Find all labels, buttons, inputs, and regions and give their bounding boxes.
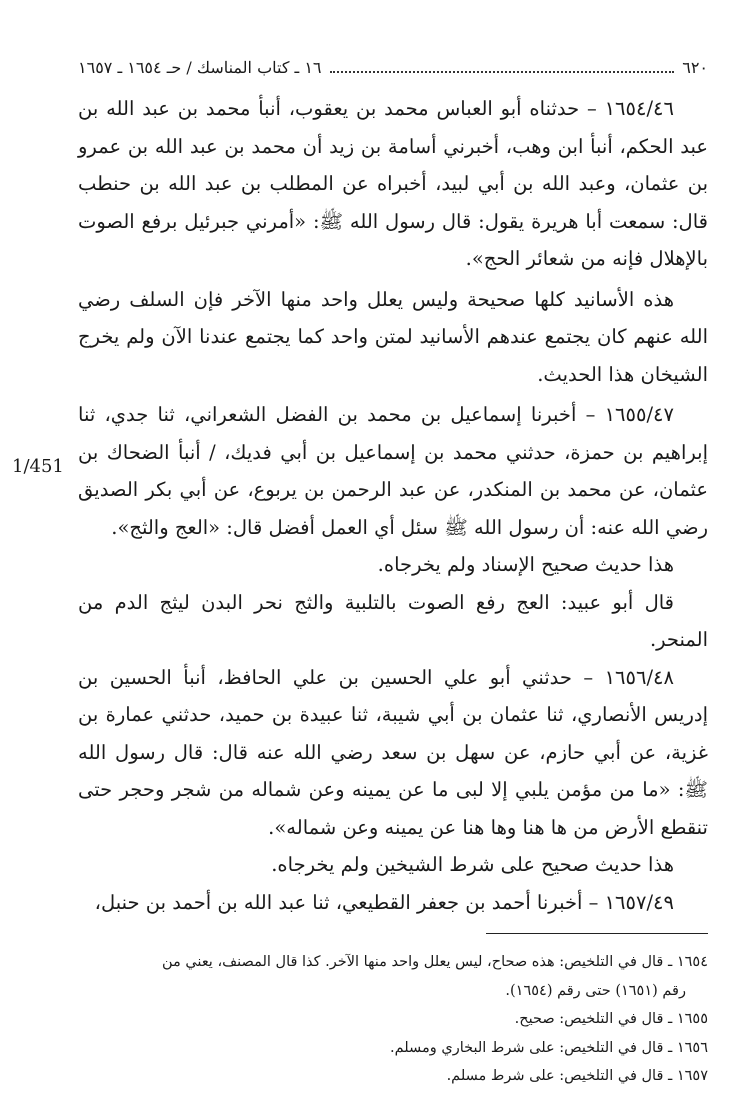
running-header [78,58,708,88]
footnote-1656: ١٦٥٦ ـ قال في التلخيص: على شرط البخاري ومسلم. [390,1039,708,1056]
footnote-1655: ١٦٥٥ ـ قال في التلخيص: صحيح. [514,1011,708,1027]
main-text [78,90,708,921]
hadith-1657: ١٦٥٧/٤٩ – أخبرنا أحمد بن جعفر القطيعي، ثنا عبد الله بن أحمد بن حنبل، [94,890,674,914]
running-title: ١٦ ـ كتاب المناسك / حـ ١٦٥٤ ـ ١٦٥٧ [78,58,322,77]
grading-1655: هذا حديث صحيح الإسناد ولم يخرجاه. [377,553,674,576]
footnote-1657: ١٦٥٧ ـ قال في التلخيص: على شرط مسلم. [446,1068,708,1084]
footnotes [78,948,708,1091]
footnote-1654-line2: رقم (١٦٥١) حتى رقم (١٦٥٤). [505,982,686,999]
header-dotted-leader [330,70,675,73]
author-comment-isnad: هذه الأسانيد كلها صحيحة وليس يعلل واحد منها الآخر فإن السلف رضي الله عنهم كان يجتمع عندهم الأسانيد لمتن واحد كما يجتمع عندنا الآن ولم يخرج الشيخان هذا الحديث. [78,287,708,386]
footnote-1654 [78,948,708,1005]
footnote-1654-line1: ١٦٥٤ ـ قال في التلخيص: هذه صحاح، ليس يعلل واحد منها الآخر. كذا قال المصنف، يعني من [161,954,708,970]
abu-ubaid-explanation: قال أبو عبيد: العج رفع الصوت بالتلبية والثج نحر البدن ليثج الدم من المنحر. [78,590,708,651]
margin-folio-note: 1/451 [12,456,64,477]
book-page [12,58,708,1084]
grading-1656: هذا حديث صحيح على شرط الشيخين ولم يخرجاه. [271,853,674,876]
hadith-1656: ١٦٥٦/٤٨ – حدثني أبو علي الحسين بن علي الحافظ، أنبأ الحسين بن إدريس الأنصاري، ثنا عثمان بن أبي شيبة، ثنا عبيدة بن حميد، حدثني عمارة بن غزية، عن أبي حازم، عن سهل بن سعد رضي الله عنه قال: قال رسول الله ﷺ: «ما من مؤمن يلبي إلا لبى ما عن يمينه وعن شماله من شجر وحجر حتى تنقطع الأرض من ها هنا وها هنا عن يمينه وعن شماله». [78,665,708,839]
page-number: ٦٢٠ [682,58,708,77]
footnote-separator [486,933,708,934]
hadith-1655: ١٦٥٥/٤٧ – أخبرنا إسماعيل بن محمد بن الفضل الشعراني، ثنا جدي، ثنا إبراهيم بن حمزة، حدثني محمد بن إسماعيل بن أبي فديك، / أنبأ الضحاك بن عثمان، عن محمد بن المنكدر، عن عبد الرحمن بن يربوع، عن أبي بكر الصديق رضي الله عنه: أن رسول الله ﷺ سئل أي العمل أفضل قال: «العج والثج». [78,403,708,539]
hadith-1654: ١٦٥٤/٤٦ – حدثناه أبو العباس محمد بن يعقوب، أنبأ محمد بن عبد الله بن عبد الحكم، أنبأ ابن وهب، أخبرني أسامة بن زيد أن محمد بن عبد الله بن عمرو بن عثمان، وعبد الله بن أبي لبيد، أخبراه عن المطلب بن عبد الله بن حنطب قال: سمعت أبا هريرة يقول: قال رسول الله ﷺ: «أمرني جبرئيل برفع الصوت بالإهلال فإنه من شعائر الحج». [78,97,708,270]
